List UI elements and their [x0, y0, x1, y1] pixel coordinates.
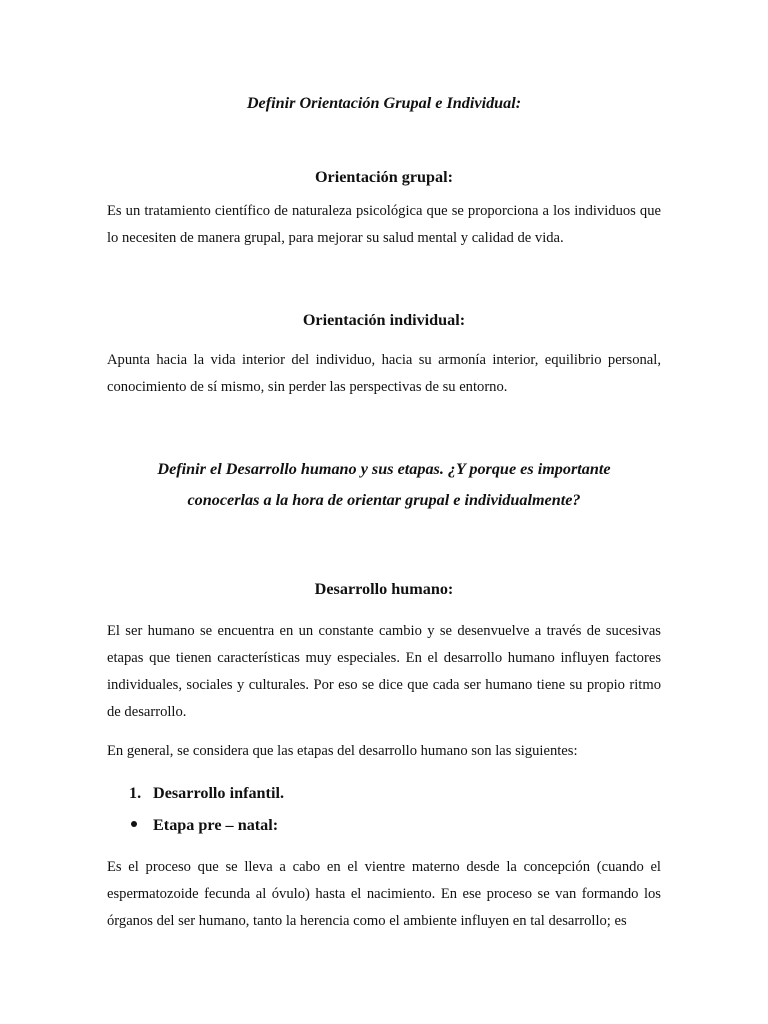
- bullet-icon: [131, 821, 137, 827]
- heading-orientacion-grupal: Orientación grupal:: [314, 168, 454, 186]
- bullet-list-item: [107, 814, 661, 836]
- page-title: Definir Orientación Grupal e Individual:: [246, 94, 522, 112]
- list-number: 1.: [129, 784, 142, 802]
- paragraph-desarrollo-humano: El ser humano se encuentra en un constante cambio y se desenvuelve a través de sucesivas etapas que tienen características muy especiales. En el desarrollo humano influyen factores individuales, sociales y culturales. Por eso se dice que cada ser humano tiene su propio ritmo de desarrollo.: [107, 623, 661, 720]
- numbered-list-item: [107, 782, 661, 804]
- paragraph-etapas-intro: En general, se considera que las etapas del desarrollo humano son las siguientes:: [107, 743, 578, 759]
- heading-desarrollo-humano: Desarrollo humano:: [314, 580, 454, 598]
- paragraph-etapa-prenatal: Es el proceso que se lleva a cabo en el vientre materno desde la concepción (cuando el espermatozoide fecunda al óvulo) hasta el nacimiento. En ese proceso se van formando los órganos del ser humano, tanto la herencia como el ambiente influyen en tal desarrollo; es: [107, 859, 661, 929]
- list-item-label: Etapa pre – natal:: [153, 816, 279, 834]
- list-item-label: Desarrollo infantil.: [153, 784, 284, 802]
- paragraph-orientacion-grupal: Es un tratamiento científico de naturaleza psicológica que se proporciona a los individuos que lo necesiten de manera grupal, para mejorar su salud mental y calidad de vida.: [107, 203, 661, 246]
- heading-orientacion-individual: Orientación individual:: [302, 311, 466, 329]
- section-title-desarrollo: [107, 454, 661, 516]
- section-title-line-2: conocerlas a la hora de orientar grupal e individualmente?: [187, 491, 581, 509]
- paragraph-orientacion-individual: Apunta hacia la vida interior del individuo, hacia su armonía interior, equilibrio personal, conocimiento de sí mismo, sin perder las perspectivas de su entorno.: [107, 352, 661, 395]
- section-title-line-1: Definir el Desarrollo humano y sus etapas. ¿Y porque es importante: [157, 460, 611, 478]
